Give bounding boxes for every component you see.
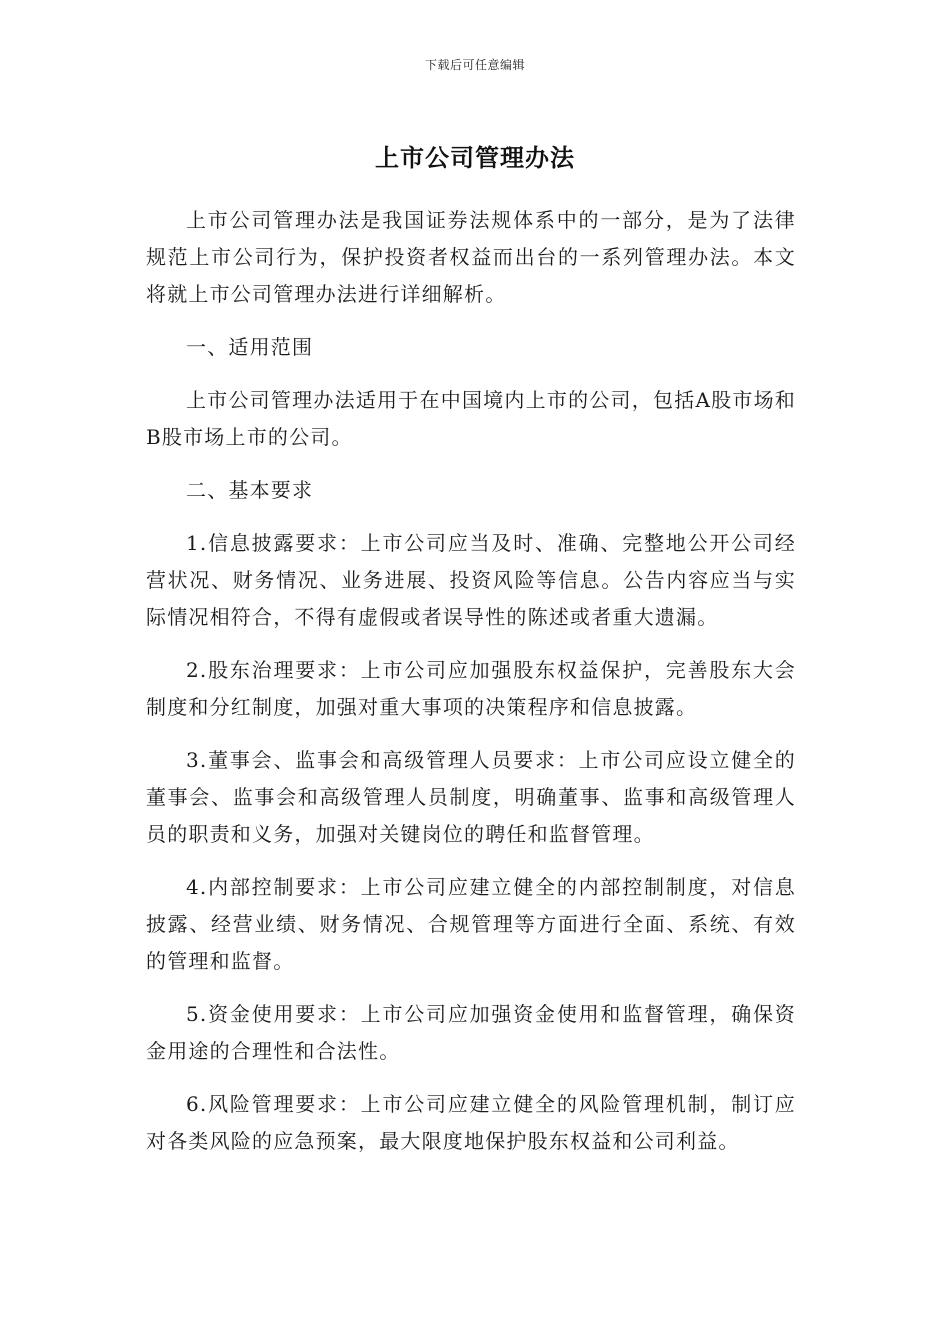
requirement-item-5: 5.资金使用要求：上市公司应加强资金使用和监督管理，确保资金用途的合理性和合法性。: [146, 1002, 796, 1063]
intro-paragraph: 上市公司管理办法是我国证券法规体系中的一部分，是为了法律规范上市公司行为，保护投资者权益而出台的一系列管理办法。本文将就上市公司管理办法进行详细解析。: [146, 208, 796, 306]
section-heading-scope: 一、适用范围: [186, 335, 314, 359]
document-body: [146, 202, 796, 1176]
requirement-item-2: 2.股东治理要求：上市公司应加强股东权益保护，完善股东大会制度和分红制度，加强对重大事项的决策程序和信息披露。: [146, 658, 796, 719]
scope-paragraph: 上市公司管理办法适用于在中国境内上市的公司，包括A股市场和B股市场上市的公司。: [146, 388, 796, 449]
requirement-item-6: 6.风险管理要求：上市公司应建立健全的风险管理机制，制订应对各类风险的应急预案，最大限度地保护股东权益和公司利益。: [146, 1092, 796, 1153]
header-note: 下载后可任意编辑: [424, 58, 525, 72]
requirement-item-1: 1.信息披露要求：上市公司应当及时、准确、完整地公开公司经营状况、财务情况、业务进展、投资风险等信息。公告内容应当与实际情况相符合，不得有虚假或者误导性的陈述或者重大遗漏。: [146, 531, 796, 629]
requirement-item-3: 3.董事会、监事会和高级管理人员要求：上市公司应设立健全的董事会、监事会和高级管理人员制度，明确董事、监事和高级管理人员的职责和义务，加强对关键岗位的聘任和监督管理。: [146, 748, 796, 846]
section-heading-requirements: 二、基本要求: [186, 478, 314, 502]
document-title: 上市公司管理办法: [375, 144, 575, 172]
requirement-item-4: 4.内部控制要求：上市公司应建立健全的内部控制制度，对信息披露、经营业绩、财务情况、合规管理等方面进行全面、系统、有效的管理和监督。: [146, 875, 796, 973]
